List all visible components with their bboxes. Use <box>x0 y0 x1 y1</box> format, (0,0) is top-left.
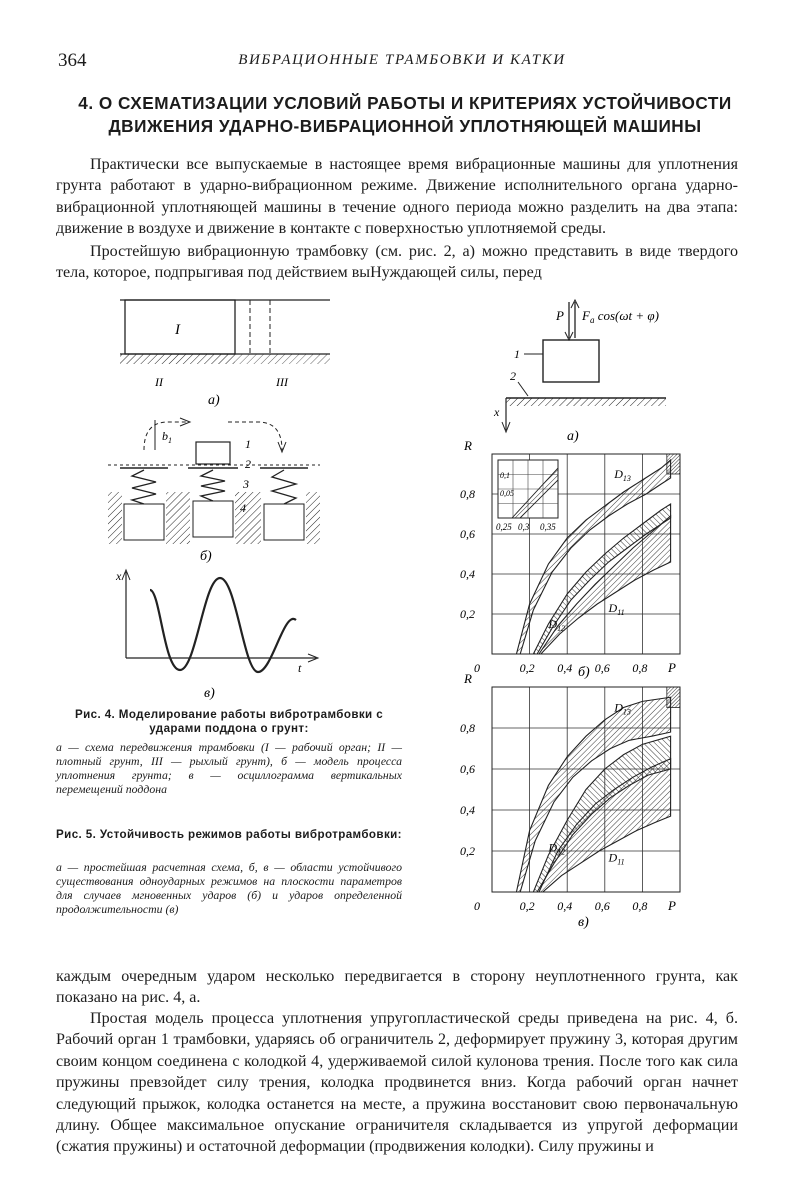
paragraph-3: каждым очередным ударом несколько передвигается в сторону неуплотненного грунта, как показано на рис. 4, а. <box>56 968 738 1007</box>
scheme-body <box>543 340 599 382</box>
figure-4 <box>80 290 420 710</box>
fig5-scheme <box>470 290 700 450</box>
x-tick-label: 0,2 <box>519 899 535 913</box>
y-axis-label: R <box>464 440 472 453</box>
label-hard-soil: II <box>155 375 163 389</box>
working-body-rect <box>125 300 235 354</box>
panel-b-label: б) <box>200 549 212 564</box>
paragraph-4: Простая модель процесса уплотнения упругопластической среды приведена на рис. 4, б. Рабочий орган 1 трамбовки, ударяясь об ограничитель 2, деформирует пружину 3, которая другим своим концом соединена с колодкой 4, удерживаемой силой кулонова трения. После того как сила пружины превзойдет силу трения, колодка продвинется вниз. Когда рабочий орган начнет следующий прыжок, колодка останется на месте, а пружина восстановит свою первоначальную длину. Общее максимальное опускание ограничителя складывается из упругой деформации (сжатия пружины) и остаточной деформации (продвижения колодки). Силу пружины и <box>56 1010 738 1156</box>
paragraph-1: Практически все выпускаемые в настоящее время вибрационные машины для уплотнения грунта работают в ударно-вибрационном режиме. Движение исполнительного органа ударно-вибрационной уплотняющей машины в течение одного периода можно разделить на два этапа: движение в воздухе и движение в контакте с поверхностью уплотняемой среды. <box>56 156 738 238</box>
label-force: $F_a$ cos(ωt + φ) <box>582 308 659 325</box>
label-loose-soil: III <box>276 375 288 389</box>
fig5-caption-title: Рис. 5. Устойчивость режимов работы вибротрамбовки: <box>56 828 402 841</box>
panel-a-label: а) <box>208 393 220 408</box>
fig4-working-body <box>196 442 230 464</box>
x-tick-label: 0,6 <box>594 661 610 675</box>
x-axis-label: P <box>668 660 676 675</box>
label-2: 2 <box>245 457 251 471</box>
page-number: 364 <box>58 50 87 71</box>
dense-region <box>667 454 680 474</box>
dense-region <box>667 687 680 708</box>
inset-x-tick: 0,35 <box>540 522 556 532</box>
inset-y-tick: 0,05 <box>500 489 514 498</box>
hard-soil-hatch <box>120 354 235 364</box>
y-axis-label: R <box>464 671 472 686</box>
fig5-chart-v <box>440 670 700 940</box>
scheme-label-2: 2 <box>510 369 516 383</box>
series-label-D13: $D_{13}$ <box>614 700 631 717</box>
series-label-D11: $D_{11}$ <box>608 601 625 617</box>
fig4-panel-v <box>115 569 318 701</box>
panel-label: в) <box>578 915 589 930</box>
section-title-line2: ДВИЖЕНИЯ УДАРНО-ВИБРАЦИОННОЙ УПЛОТНЯЮЩЕЙ МАШИНЫ <box>108 116 702 136</box>
inset-y-tick: 0,1 <box>500 471 510 480</box>
axis-t-label: t <box>298 661 302 675</box>
y-tick-label: 0,4 <box>460 567 475 581</box>
scheme-axis-x: x <box>494 405 500 419</box>
y-tick-label: 0,6 <box>460 527 475 541</box>
series-label-D12: D <box>548 840 558 855</box>
x-tick-label: 0,8 <box>632 899 648 913</box>
inset-x-tick: 0,25 <box>496 522 512 532</box>
scheme-panel-a: а) <box>567 429 579 444</box>
paragraph-2: Простейшую вибрационную трамбовку (см. рис. 2, а) можно представить в виде твердого тела, которое, подпрыгивая под действием выНуждающей силы, перед <box>56 243 738 282</box>
x-tick-label: 0,2 <box>519 661 535 675</box>
section-title <box>40 92 770 138</box>
x-tick-label: 0 <box>474 661 480 675</box>
y-tick-label: 0,4 <box>460 803 475 817</box>
series-label-D11: $D_{11}$ <box>608 850 625 867</box>
label-1: 1 <box>245 437 251 451</box>
panel-label: б) <box>578 665 590 680</box>
loose-soil-hatch <box>235 354 330 364</box>
x-tick-label: 0,4 <box>557 661 573 675</box>
x-axis-label: P <box>668 898 676 913</box>
fig5-chart-b <box>440 440 700 680</box>
series-label-D12: D <box>548 617 558 631</box>
inset-x-tick: 0,3 <box>518 522 530 532</box>
y-tick-label: 0,8 <box>460 487 475 501</box>
section-title-line1: 4. О СХЕМАТИЗАЦИИ УСЛОВИЙ РАБОТЫ И КРИТЕРИЯХ УСТОЙЧИВОСТИ <box>78 93 732 113</box>
label-b1: $b_1$ <box>162 429 172 445</box>
y-tick-label: 0,2 <box>460 844 475 858</box>
label-4: 4 <box>240 501 246 515</box>
axis-x-label: x <box>116 569 122 583</box>
fig4-caption-title: Рис. 4. Моделирование работы вибротрамбовки с ударами поддона о грунт: <box>74 708 384 736</box>
fig4-panel-b <box>108 418 320 564</box>
fig5-caption-body: а — простейшая расчетная схема, б, в — области устойчивого существования одноударных режимов на плоскости параметров для случаев мгновенных ударов (б) и ударов определенной продолжительности (в) <box>56 860 402 917</box>
panel-v-label: в) <box>204 686 215 701</box>
label-body-I: I <box>175 322 180 338</box>
label-P: P <box>556 308 564 323</box>
label-3: 3 <box>243 477 249 491</box>
series-label-D13: $D_{13}$ <box>614 467 631 483</box>
y-tick-label: 0,8 <box>460 721 475 735</box>
y-tick-label: 0,6 <box>460 762 475 776</box>
scheme-label-1: 1 <box>514 347 520 361</box>
x-tick-label: 0,4 <box>557 899 573 913</box>
x-tick-label: 0,6 <box>594 899 610 913</box>
x-tick-label: 0,8 <box>632 661 648 675</box>
fig4-panel-a <box>120 300 330 408</box>
x-tick-label: 0 <box>474 899 480 913</box>
y-tick-label: 0,2 <box>460 607 475 621</box>
running-title: ВИБРАЦИОННЫЕ ТРАМБОВКИ И КАТКИ <box>238 52 566 68</box>
fig4-caption-body: а — схема передвижения трамбовки (I — рабочий орган; II — плотный грунт, III — рыхлый грунт), б — модель процесса уплотнения грунта; в — осциллограмма вертикальных перемещений поддона <box>56 740 402 797</box>
